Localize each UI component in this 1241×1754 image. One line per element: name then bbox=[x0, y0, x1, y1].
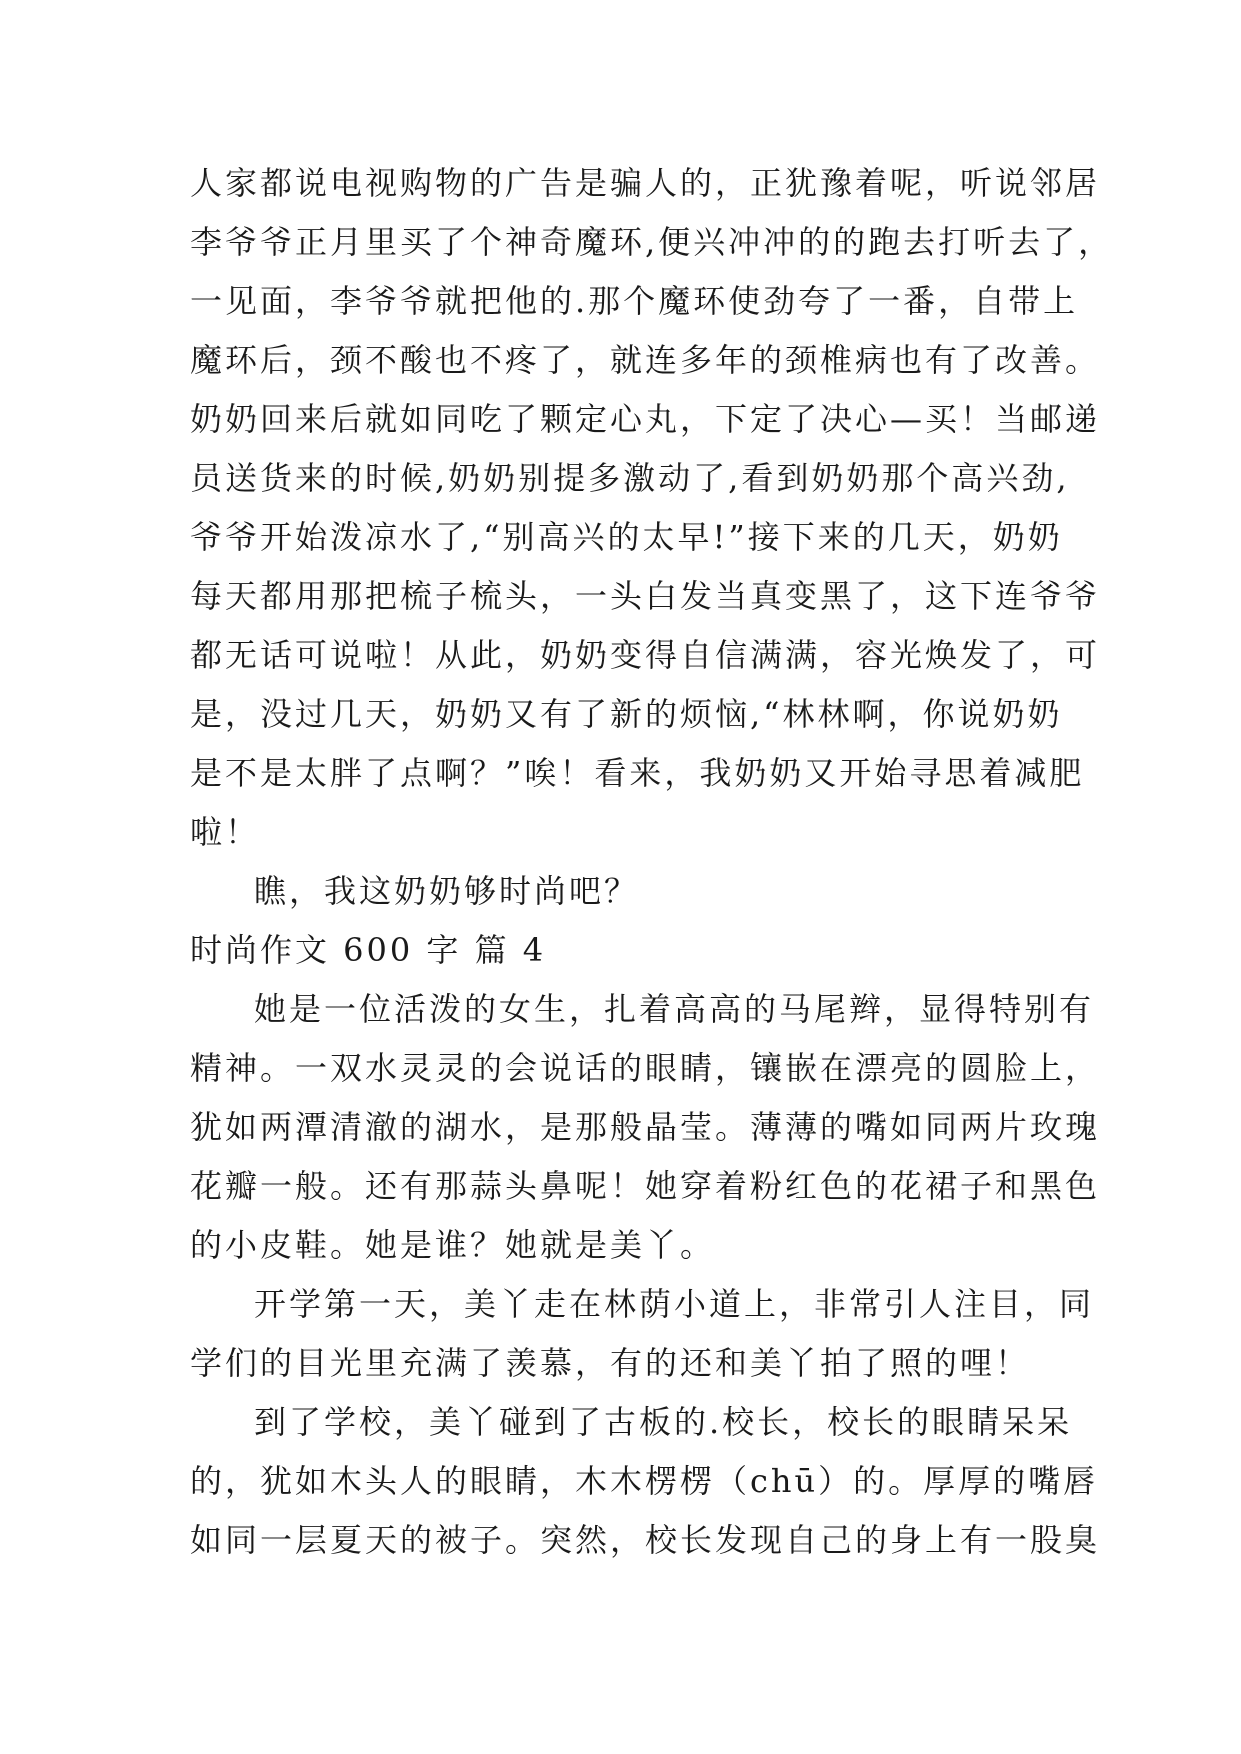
text-line: 学们的目光里充满了羡慕，有的还和美丫拍了照的哩！ bbox=[190, 1344, 1031, 1382]
paragraph-line: 她是一位活泼的女生，扎着高高的马尾辫，显得特别有 bbox=[254, 990, 1095, 1028]
text-line: 的，犹如木头人的眼睛，木木楞楞（chū）的。厚厚的嘴唇 bbox=[190, 1462, 1099, 1500]
text-line: 奶奶回来后就如同吃了颗定心丸，下定了决心—买！当邮递 bbox=[190, 400, 1101, 438]
text-line: 犹如两潭清澈的湖水，是那般晶莹。薄薄的嘴如同两片玫瑰 bbox=[190, 1108, 1101, 1146]
text-line: 爷爷开始泼凉水了,“别高兴的太早!”接下来的几天，奶奶 bbox=[190, 518, 1063, 556]
text-line: 魔环后，颈不酸也不疼了，就连多年的颈椎病也有了改善。 bbox=[190, 341, 1101, 379]
paragraph-line: 到了学校，美丫碰到了古板的.校长，校长的眼睛呆呆 bbox=[254, 1403, 1073, 1441]
text-line: 每天都用那把梳子梳头，一头白发当真变黑了，这下连爷爷 bbox=[190, 577, 1101, 615]
text-line: 员送货来的时候,奶奶别提多激动了,看到奶奶那个高兴劲, bbox=[190, 459, 1070, 497]
section-heading: 时尚作文 600 字 篇 4 bbox=[190, 931, 547, 969]
text-line: 啦！ bbox=[190, 813, 261, 851]
text-line: 花瓣一般。还有那蒜头鼻呢！她穿着粉红色的花裙子和黑色 bbox=[190, 1167, 1101, 1205]
text-line: 如同一层夏天的被子。突然，校长发现自己的身上有一股臭 bbox=[190, 1521, 1101, 1559]
paragraph-line: 瞧，我这奶奶够时尚吧？ bbox=[254, 872, 640, 910]
paragraph-line: 开学第一天，美丫走在林荫小道上，非常引人注目，同 bbox=[254, 1285, 1095, 1323]
text-line: 的小皮鞋。她是谁？她就是美丫。 bbox=[190, 1226, 716, 1264]
text-line: 是，没过几天，奶奶又有了新的烦恼,“林林啊，你说奶奶 bbox=[190, 695, 1063, 733]
text-line: 人家都说电视购物的广告是骗人的，正犹豫着呢，听说邻居 bbox=[190, 164, 1101, 202]
text-line: 一见面，李爷爷就把他的.那个魔环使劲夸了一番，自带上 bbox=[190, 282, 1079, 320]
text-line: 都无话可说啦！从此，奶奶变得自信满满，容光焕发了，可 bbox=[190, 636, 1101, 674]
text-line: 精神。一双水灵灵的会说话的眼睛，镶嵌在漂亮的圆脸上， bbox=[190, 1049, 1101, 1087]
text-line: 李爷爷正月里买了个神奇魔环,便兴冲冲的的跑去打听去了， bbox=[190, 223, 1114, 261]
text-line: 是不是太胖了点啊？”唉！看来，我奶奶又开始寻思着减肥 bbox=[190, 754, 1085, 792]
